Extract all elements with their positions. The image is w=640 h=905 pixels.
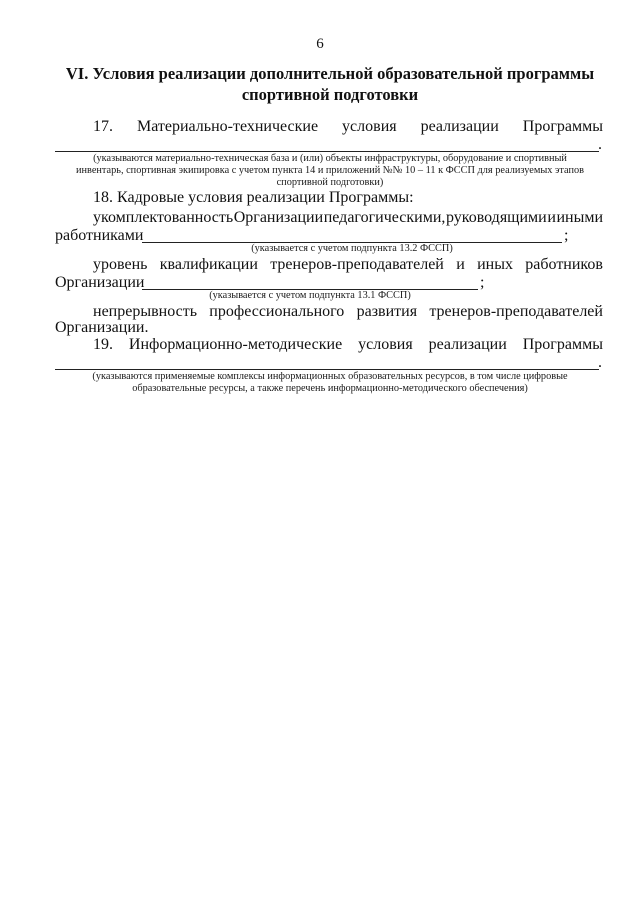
item-17-end-punct: . bbox=[598, 136, 602, 153]
staffing-line-1 bbox=[93, 209, 603, 227]
item-17-note-line-2: инвентарь, спортивная экипировка с учетом пункта 14 и приложений №№ 10 – 11 к ФССП для реализуемых этапов bbox=[76, 165, 584, 176]
section-title-line-2: спортивной подготовки bbox=[241, 85, 419, 104]
staffing-word: Организации bbox=[233, 209, 324, 226]
item-17-number: 17. bbox=[93, 118, 113, 135]
item-17-note-line-1: (указываются материально-техническая база и (или) объекты инфраструктуры, оборудование и спортивный bbox=[93, 153, 567, 164]
item-17-word: реализации bbox=[420, 118, 499, 135]
qualification-word: квалификации bbox=[159, 256, 258, 273]
item-17-note-line-3: спортивной подготовки) bbox=[276, 177, 384, 188]
continuity-word: непрерывность bbox=[93, 303, 197, 320]
continuity-word: профессионального bbox=[209, 303, 345, 320]
page-number: 6 bbox=[316, 36, 324, 52]
item-19-word: Программы bbox=[522, 336, 603, 353]
staffing-word: руководящими bbox=[445, 209, 547, 226]
qualification-word: уровень bbox=[93, 256, 148, 273]
continuity-line-1 bbox=[93, 303, 603, 321]
staffing-word: укомплектованность bbox=[93, 209, 234, 226]
item-19-note-line-2: образовательные ресурсы, а также перечень информационно-методического обеспечения) bbox=[132, 383, 528, 394]
item-19-end-punct: . bbox=[598, 354, 602, 371]
continuity-word: тренеров-преподавателей bbox=[429, 303, 603, 320]
item-17-word: Материально-технические bbox=[136, 118, 319, 135]
item-17-word: условия bbox=[342, 118, 397, 135]
qualification-word: тренеров-преподавателей bbox=[270, 256, 444, 273]
item-19-number: 19. bbox=[93, 336, 113, 353]
item-17-line bbox=[93, 118, 603, 136]
staffing-word: иными bbox=[556, 209, 603, 226]
staffing-line-2: работниками bbox=[55, 227, 144, 244]
staffing-word: и bbox=[547, 209, 556, 226]
item-19-line bbox=[93, 336, 603, 354]
qualification-word: иных bbox=[477, 256, 513, 273]
item-19-word: условия bbox=[358, 336, 413, 353]
item-17-word: Программы bbox=[522, 118, 603, 135]
qualification-note: (указывается с учетом подпункта 13.1 ФССП) bbox=[209, 290, 411, 301]
continuity-word: развития bbox=[356, 303, 418, 320]
item-19-word: Информационно-методические bbox=[128, 336, 343, 353]
section-title-line-1: VI. Условия реализации дополнительной образовательной программы bbox=[65, 64, 595, 83]
qualification-line-1 bbox=[93, 256, 603, 274]
qualification-line-2: Организации bbox=[55, 274, 145, 291]
qualification-end-punct: ; bbox=[480, 274, 485, 291]
qualification-word: работников bbox=[525, 256, 603, 273]
item-17-fill-line bbox=[55, 151, 599, 152]
item-18-heading: 18. Кадровые условия реализации Программы: bbox=[93, 189, 414, 206]
item-19-note-line-1: (указываются применяемые комплексы информационных образовательных ресурсов, в том числе цифровые bbox=[92, 371, 568, 382]
staffing-end-punct: ; bbox=[564, 227, 569, 244]
item-19-word: реализации bbox=[428, 336, 507, 353]
continuity-line-2: Организации. bbox=[55, 319, 149, 336]
staffing-word: педагогическими, bbox=[323, 209, 446, 226]
qualification-word: и bbox=[456, 256, 465, 273]
staffing-note: (указывается с учетом подпункта 13.2 ФССП) bbox=[251, 243, 453, 254]
item-19-fill-line bbox=[55, 369, 599, 370]
